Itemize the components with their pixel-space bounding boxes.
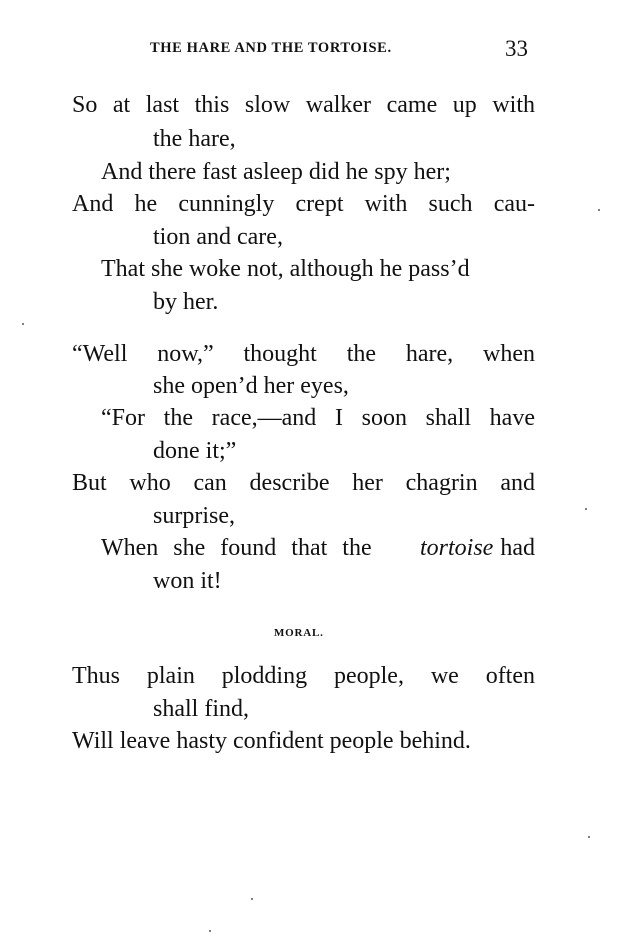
moral-line1: Thus plain plodding people, we often [72,663,535,689]
scan-speck [22,323,24,325]
page-number: 33 [505,36,528,61]
stanza1-line4: And he cunningly crept with such cau- [72,191,535,217]
stanza2-line1: “Well now,” thought the hare, when [72,341,535,367]
stanza2-line2: she open’d her eyes, [153,373,349,399]
scan-speck [598,209,600,211]
stanza2-line6: surprise, [153,503,235,529]
scan-speck [251,898,253,900]
stanza1-line5: tion and care, [153,224,283,250]
stanza1-line2: the hare, [153,126,236,152]
moral-line3: Will leave hasty confident people behind. [72,728,471,754]
scan-speck [585,508,587,510]
stanza2-line7-end [420,536,535,560]
stanza1-line7: by her. [153,289,219,315]
scan-speck [209,930,211,932]
stanza2-line4: done it;” [153,438,237,464]
stanza2-line3: “For the race,—and I soon shall have [101,405,535,431]
scan-speck [588,836,590,838]
moral-heading: MORAL. [274,627,324,639]
stanza2-line8: won it! [153,568,222,594]
running-head: THE HARE AND THE TORTOISE. [150,40,392,56]
stanza1-line3: And there fast asleep did he spy her; [101,159,451,185]
stanza2-line7-italic: tortoise [420,535,494,561]
stanza2-line7-start: When she found that the [101,535,372,561]
stanza2-line7-tail: had [500,535,535,561]
stanza2-line7 [101,536,535,560]
stanza2-line5: But who can describe her chagrin and [72,470,535,496]
moral-line2: shall find, [153,696,249,722]
stanza1-line6: That she woke not, although he pass’d [101,256,470,282]
stanza1-line1: So at last this slow walker came up with [72,92,535,118]
